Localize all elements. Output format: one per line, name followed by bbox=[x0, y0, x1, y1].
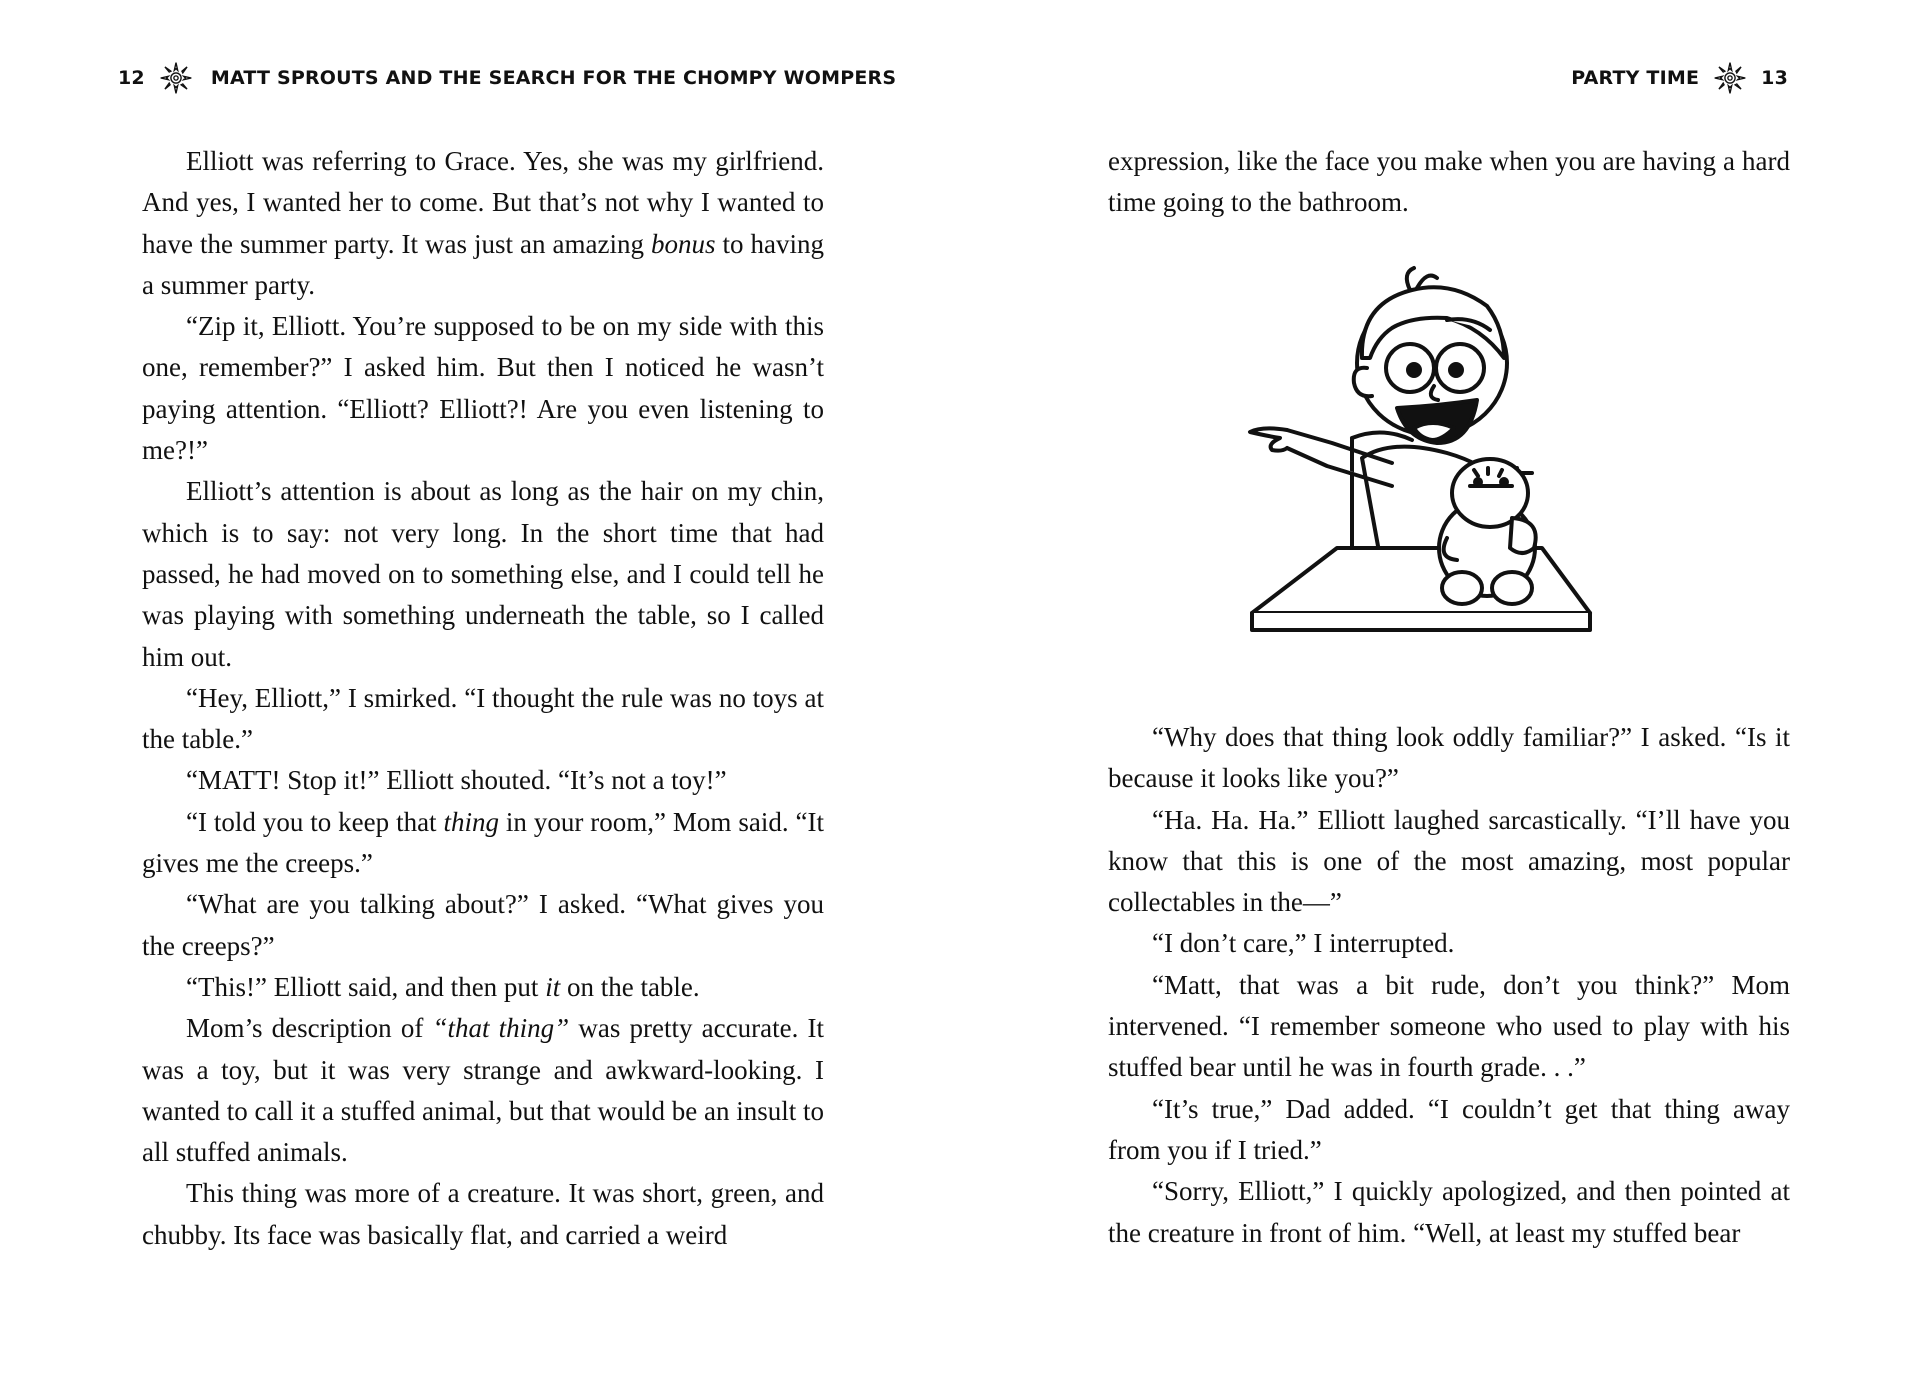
right-page bbox=[960, 0, 1921, 1396]
right-body-text-top bbox=[1108, 141, 1790, 224]
left-running-header bbox=[118, 62, 896, 94]
text-run: on the table. bbox=[560, 971, 700, 1002]
text-run: “I don’t care,” I interrupted. bbox=[1152, 928, 1455, 959]
text-run: “MATT! Stop it!” Elliott shouted. “It’s not a toy!” bbox=[186, 765, 727, 796]
right-page-number: 13 bbox=[1761, 67, 1788, 89]
paragraph bbox=[142, 678, 824, 761]
left-running-title: MATT SPROUTS AND THE SEARCH FOR THE CHOMPY WOMPERS bbox=[210, 67, 897, 89]
italic-text: bonus bbox=[650, 228, 716, 259]
text-run: “Matt, that was a bit rude, don’t you think?” Mom intervened. “I remember someone who used to play with his stuffed bear until he was in fourth grade. . .” bbox=[1108, 969, 1790, 1083]
text-run: “Zip it, Elliott. You’re supposed to be on my side with this one, remember?” I asked him. But then I noticed he wasn’t paying attention. “Elliott? Elliott?! Are you even listening to me?!” bbox=[142, 311, 824, 466]
text-run: was pretty accurate. It was a toy, but it was very strange and awkward-looking. I wanted to call it a stuffed animal, but that would be an insult to all stuffed animals. bbox=[142, 1013, 824, 1168]
paragraph bbox=[142, 141, 824, 306]
text-run: “What are you talking about?” I asked. “What gives you the creeps?” bbox=[142, 889, 824, 961]
text-run: “This!” Elliott said, and then put bbox=[186, 971, 546, 1002]
text-run: to having a summer party. bbox=[142, 228, 824, 300]
paragraph bbox=[142, 802, 824, 885]
paragraph bbox=[142, 967, 824, 1008]
paragraph bbox=[1108, 800, 1790, 924]
paragraph bbox=[142, 760, 824, 801]
paragraph bbox=[142, 884, 824, 967]
paragraph bbox=[1108, 717, 1790, 800]
paragraph bbox=[142, 1008, 824, 1173]
paragraph bbox=[1108, 1089, 1790, 1172]
text-run: Elliott’s attention is about as long as the hair on my chin, which is to say: not very long. In the short time that had passed, he had moved on to something else, and I could tell he was playing with something underneath the table, so I called him out. bbox=[142, 476, 824, 672]
sun-ornament-icon bbox=[159, 61, 193, 95]
right-running-header bbox=[1571, 62, 1788, 94]
text-run: “Ha. Ha. Ha.” Elliott laughed sarcastically. “I’ll have you know that this is one of the most amazing, most popular collectables in the—” bbox=[1108, 804, 1790, 918]
left-body-text bbox=[142, 141, 824, 1256]
paragraph bbox=[142, 471, 824, 677]
boy-pointing-with-creature-toy-icon bbox=[1242, 258, 1662, 668]
italic-text: it bbox=[545, 971, 561, 1002]
text-run: in your room,” Mom said. “It gives me the creeps.” bbox=[142, 806, 824, 879]
text-run: Mom’s description of bbox=[186, 1013, 433, 1044]
right-running-title: PARTY TIME bbox=[1571, 67, 1700, 89]
left-page-number: 12 bbox=[118, 67, 145, 89]
text-run: “I told you to keep that bbox=[186, 806, 444, 837]
italic-text: “that thing” bbox=[432, 1013, 570, 1044]
text-run: “Sorry, Elliott,” I quickly apologized, and then pointed at the creature in front of him. “Well, at least my stuffed bear bbox=[1108, 1176, 1790, 1248]
paragraph bbox=[1108, 923, 1790, 964]
paragraph bbox=[1108, 965, 1790, 1089]
paragraph bbox=[142, 306, 824, 471]
text-run: “It’s true,” Dad added. “I couldn’t get that thing away from you if I tried.” bbox=[1108, 1093, 1790, 1165]
right-body-text-bottom bbox=[1108, 717, 1790, 1254]
sun-ornament-icon bbox=[1713, 61, 1747, 95]
italic-text: thing bbox=[443, 806, 499, 837]
left-page bbox=[0, 0, 960, 1396]
text-run: expression, like the face you make when you are having a hard time going to the bathroom. bbox=[1108, 146, 1790, 218]
paragraph bbox=[1108, 1171, 1790, 1254]
paragraph bbox=[142, 1173, 824, 1256]
text-run: Elliott was referring to Grace. Yes, she was my girlfriend. And yes, I wanted her to come. But that’s not why I wanted to have the summer party. It was just an amazing bbox=[142, 146, 824, 259]
text-run: “Why does that thing look oddly familiar?” I asked. “Is it because it looks like you?” bbox=[1108, 722, 1790, 794]
paragraph bbox=[1108, 141, 1790, 224]
text-run: “Hey, Elliott,” I smirked. “I thought the rule was no toys at the table.” bbox=[142, 682, 824, 755]
text-run: This thing was more of a creature. It was short, green, and chubby. Its face was basically flat, and carried a weird bbox=[142, 1178, 824, 1250]
